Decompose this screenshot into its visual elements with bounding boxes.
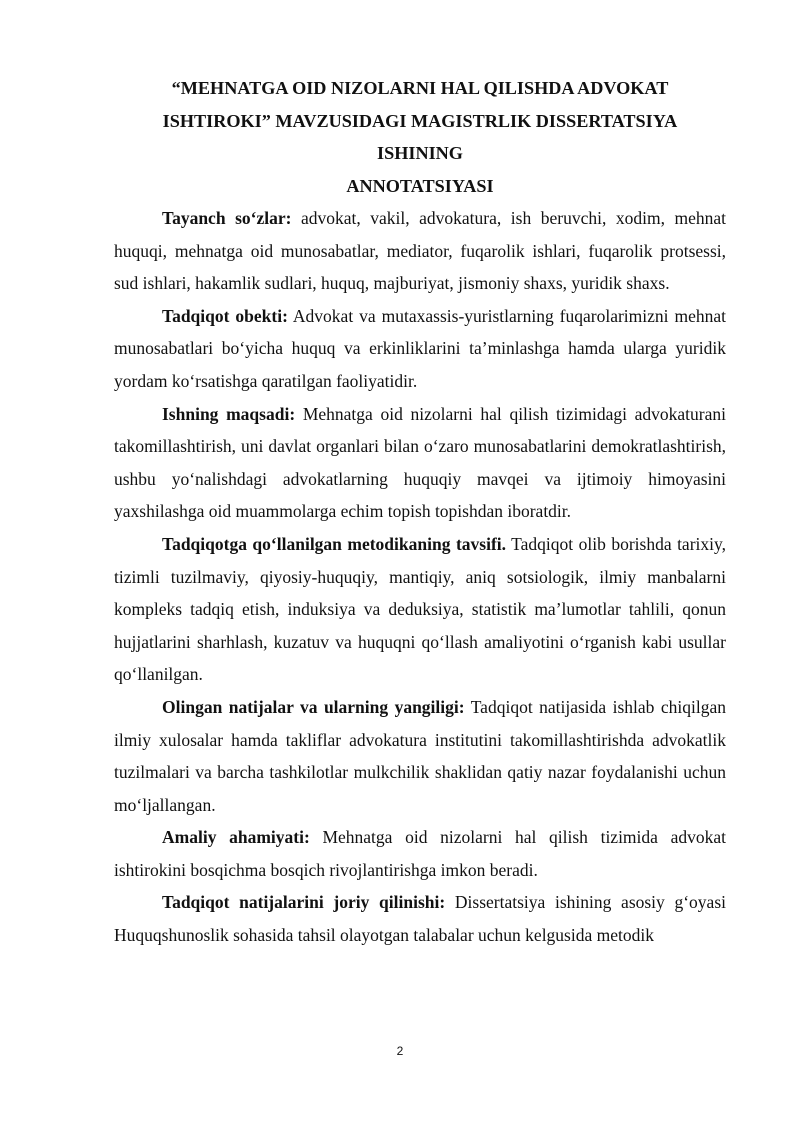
title-line-3: ISHINING: [377, 143, 463, 163]
title-line-4: ANNOTATSIYASI: [346, 175, 494, 196]
section-research-object: [114, 300, 726, 398]
section-text: Tadqiqot natijasida ishlab chiqilgan ilmiy xulosalar hamda takliflar advokatura institutini takomillashtirishda advokatlik tuzilmalari va barcha tashkilotlar mulkchilik shaklidan qatiy nazar foydalanishi uchun mo‘ljallangan.: [114, 696, 726, 815]
section-heading: Ishning maqsadi:: [162, 403, 296, 424]
section-heading: Tayanch so‘zlar:: [162, 208, 292, 228]
section-goal: [114, 398, 726, 528]
section-results: [114, 691, 726, 821]
document-title: [114, 72, 726, 202]
section-heading: Amaliy ahamiyati:: [162, 827, 310, 848]
section-heading: Tadqiqot obekti:: [162, 305, 288, 326]
section-heading: Tadqiqotga qo‘llanilgan metodikaning tavsifi.: [162, 533, 507, 554]
section-heading: Tadqiqot natijalarini joriy qilinishi:: [162, 892, 446, 913]
section-practical-significance: [114, 821, 726, 886]
section-text: Tadqiqot olib borishda tarixiy, tizimli tuzilmaviy, qiyosiy-huquqiy, mantiqiy, aniq sotsiologik, ilmiy manbalarni kompleks tadqiq etish, induksiya va deduksiya, statistik ma’lumotlar tahlili, qonun hujjatlarini sharhlash, kuzatuv va huquqni qo‘llash amaliyotini o‘rganish kabi usullar qo‘llanilgan.: [114, 533, 726, 685]
section-implementation: [114, 886, 726, 951]
section-text: Mehnatga oid nizolarni hal qilish tizimidagi advokaturani takomillashtirish, uni davlat organlari bilan o‘zaro munosabatlarini demokratlashtirish, ushbu yo‘nalishdagi advokatlarning huquqiy mavqei va ijtimoiy himoyasini yaxshilashga oid muammolarga echim topish topishdan iboratdir.: [114, 403, 726, 522]
section-text: Dissertatsiya ishining asosiy g‘oyasi Huquqshunoslik sohasida tahsil olayotgan talabalar uchun kelgusida metodik: [114, 892, 726, 946]
page-number: 2: [396, 1044, 404, 1058]
section-keywords: [114, 202, 726, 300]
section-text: Mehnatga oid nizolarni hal qilish tizimida advokat ishtirokini bosqichma bosqich rivojlantirishga imkon beradi.: [114, 827, 726, 880]
title-line-1: “MEHNATGA OID NIZOLARNI HAL QILISHDA ADVOKAT: [171, 78, 669, 98]
title-line-2: ISHTIROKI” MAVZUSIDAGI MAGISTRLIK DISSERTATSIYA: [162, 110, 678, 131]
section-methodology: [114, 528, 726, 691]
section-text: advokat, vakil, advokatura, ish beruvchi, xodim, mehnat huquqi, mehnatga oid munosabatlar, mediator, fuqarolik ishlari, fuqarolik protsessi, sud ishlari, hakamlik sudlari, huquq, majburiyat, jismoniy shaxs, yuridik shaxs.: [114, 208, 726, 294]
section-text: Advokat va mutaxassis-yuristlarning fuqarolarimizni mehnat munosabatlari bo‘yicha huquq va erkinliklarini ta’minlashga hamda ularga yuridik yordam ko‘rsatishga qaratilgan faoliyatidir.: [114, 305, 726, 391]
section-heading: Olingan natijalar va ularning yangiligi:: [162, 696, 465, 717]
document-page: [114, 72, 726, 952]
